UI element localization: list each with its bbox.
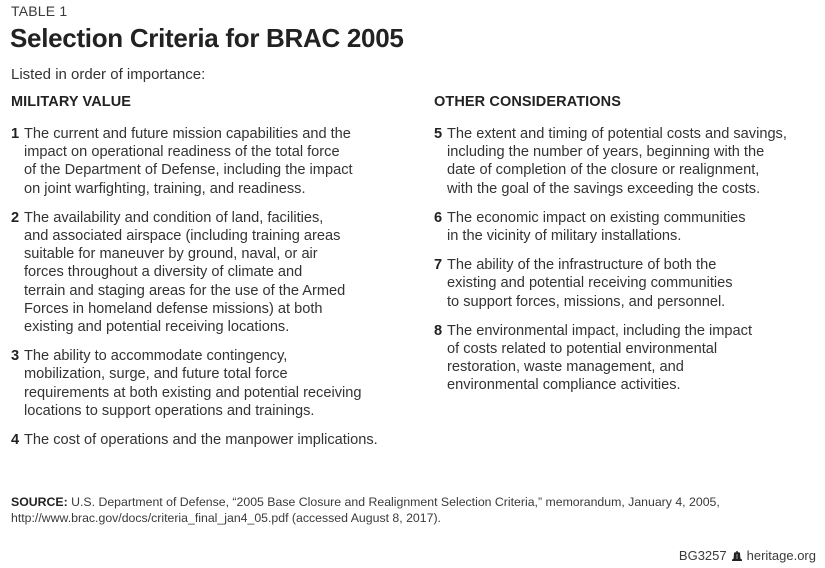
website-link[interactable]: heritage.org xyxy=(746,548,816,563)
liberty-bell-icon xyxy=(731,550,743,561)
criterion-text: The current and future mission capabilities and the impact on operational readiness of the total force of the Department of Defense, including the impact on joint warfighting, training, and readiness. xyxy=(24,126,353,197)
criterion-text: The availability and condition of land, facilities, and associated airspace (including training areas suitable for maneuver by ground, naval, or air forces throughout a diversity of climate and terrain and staging areas for the use of the Armed Forces in homeland defense missions) at both existing and potential receiving locations. xyxy=(24,209,346,336)
criterion-number: 2 xyxy=(11,209,20,226)
column-heading: OTHER CONSIDERATIONS xyxy=(434,94,622,110)
criterion-item xyxy=(434,322,824,395)
criterion-number: 8 xyxy=(434,322,443,339)
criterion-item xyxy=(434,125,824,198)
subtitle: Listed in order of importance: xyxy=(11,66,206,83)
criterion-text: The economic impact on existing communities in the vicinity of military installations. xyxy=(447,209,746,245)
criterion-item xyxy=(11,347,401,420)
report-code: BG3257 xyxy=(678,548,727,563)
criterion-item xyxy=(11,431,401,449)
criterion-item xyxy=(11,125,401,198)
criterion-item xyxy=(11,209,401,336)
criterion-number: 3 xyxy=(11,348,20,365)
criterion-item xyxy=(434,256,824,311)
criterion-number: 5 xyxy=(434,126,443,142)
criterion-number: 7 xyxy=(434,257,443,274)
footer xyxy=(679,548,816,563)
criterion-number: 4 xyxy=(11,432,20,449)
criterion-text: The ability of the infrastructure of both the existing and potential receiving communities to support forces, missions, and personnel. xyxy=(447,257,733,310)
table-label: TABLE 1 xyxy=(11,3,68,19)
criterion-item xyxy=(434,209,824,245)
military-value-column xyxy=(11,93,401,460)
criterion-number: 6 xyxy=(434,209,443,226)
criterion-text: The ability to accommodate contingency, mobilization, surge, and future total force requirements at both existing and potential receiving locations to support operations and trainings. xyxy=(24,348,362,419)
other-considerations-column xyxy=(434,93,824,406)
column-heading: MILITARY VALUE xyxy=(11,94,132,110)
source-note xyxy=(11,494,720,526)
source-label: SOURCE: xyxy=(11,495,68,509)
criterion-text: The cost of operations and the manpower implications. xyxy=(24,432,378,449)
criterion-text: The environmental impact, including the impact of costs related to potential environmental restoration, waste management, and environmental compliance activities. xyxy=(447,322,753,394)
source-text: U.S. Department of Defense, “2005 Base Closure and Realignment Selection Criteria,” memorandum, January 4, 2005, http://www.brac.gov/docs/criteria_final_jan4_05.pdf (accessed August 8, 2017). xyxy=(11,495,720,525)
criterion-number: 1 xyxy=(11,126,20,142)
criterion-text: The extent and timing of potential costs and savings, including the number of years, beginning with the date of completion of the closure or realignment, with the goal of the savings exceeding the costs. xyxy=(447,126,787,197)
page-title: Selection Criteria for BRAC 2005 xyxy=(10,23,404,53)
